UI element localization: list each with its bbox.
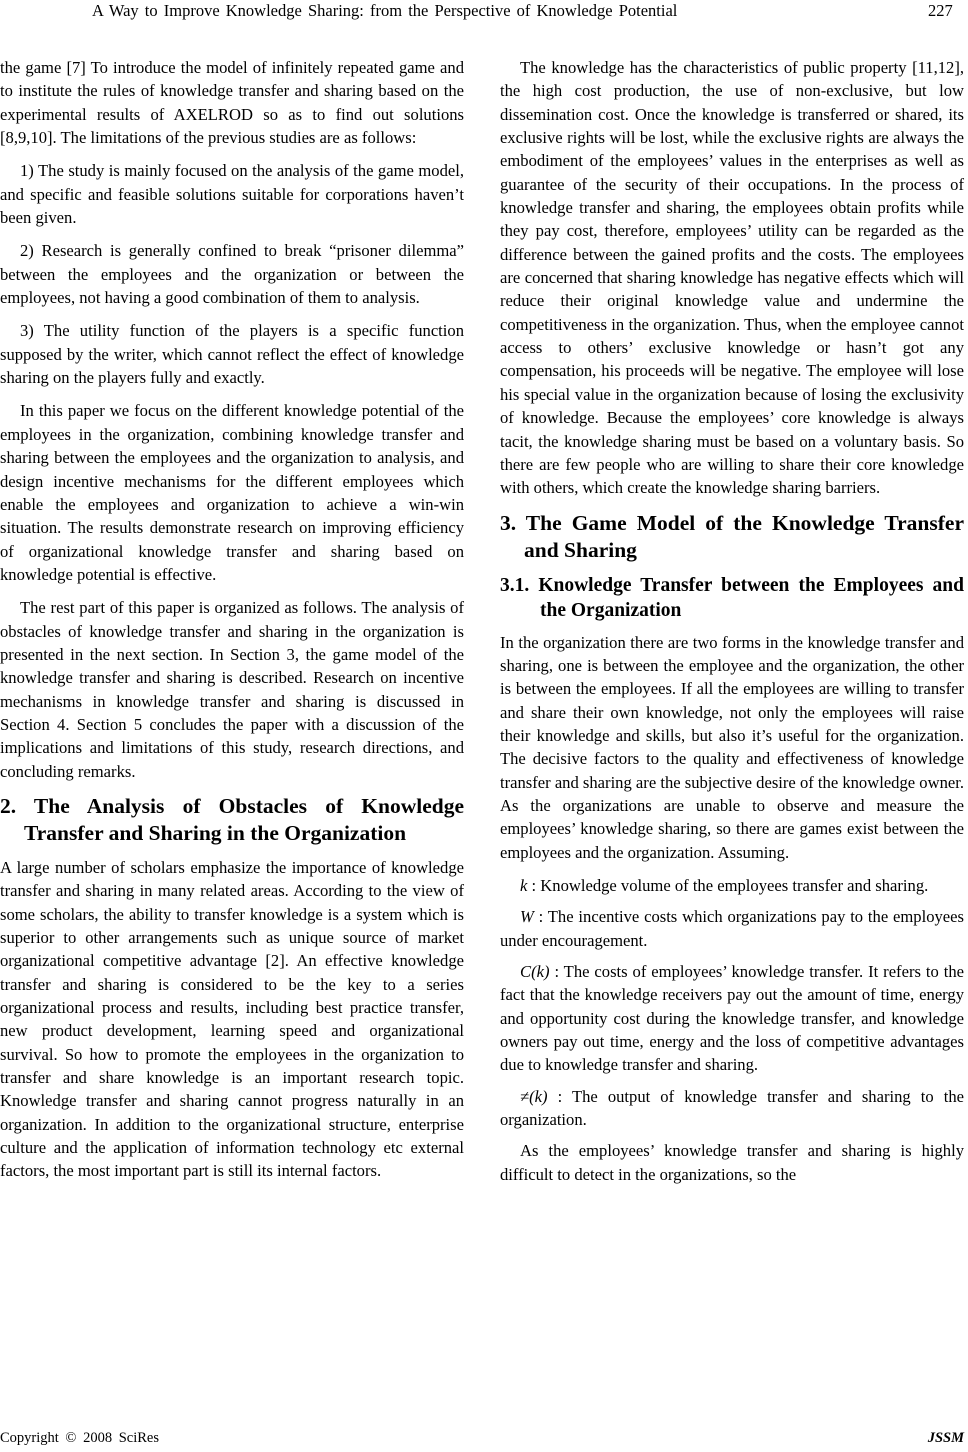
definition-text: : The incentive costs which organizations pay to the employees under encouragement. bbox=[500, 907, 964, 950]
definition-text: : The output of knowledge transfer and sharing to the organization. bbox=[500, 1086, 964, 1130]
definition-text: : Knowledge volume of the employees transfer and sharing. bbox=[527, 875, 929, 895]
paragraph: The rest part of this paper is organized as follows. The analysis of obstacles of knowledge transfer and sharing in the organization is presented in the next section. In Section 3, the game model of the knowledge transfer and sharing is described. Research on incentive mechanisms in knowledge transfer and sharing is discussed in Section 4. Section 5 concludes the paper with a discussion of the implications and limitations of this study, research directions, and concluding remarks. bbox=[0, 598, 464, 781]
symbol: ≠(k) bbox=[520, 1086, 548, 1106]
paragraph: A large number of scholars emphasize the importance of knowledge transfer and sharing in many related areas. According to the view of some scholars, the ability to transfer knowledge is a system which is superior to other arrangements such as unique source of market organizational competitive advantage [2]. An effective knowledge transfer and sharing is considered to be the key to a series organizational process and results, including best practice transfer, new product development, learning speed and organizational survival. So how to promote the employees in the organization to transfer and share knowledge is an important research topic. Knowledge transfer and sharing cannot progress naturally in an organization. In addition to the organizational structure, enterprise culture and the application of information technology etc external factors, the most important part is still its internal factors. bbox=[0, 857, 464, 1181]
paragraph: 2) Research is generally confined to break “prisoner dilemma” between the employees and the organization or between the employees, not having a good combination of them to analysis. bbox=[0, 241, 464, 308]
right-column bbox=[500, 56, 964, 1196]
paragraph: In this paper we focus on the different knowledge potential of the employees in the organization, combining knowledge transfer and sharing between the employees and the organization to analysis, and design incentive mechanisms for the different employees which enable the employees and organization to achieve a win-win situation. The results demonstrate research on improving efficiency of organizational knowledge transfer and sharing based on knowledge potential is effective. bbox=[0, 401, 464, 584]
paragraph: 1) The study is mainly focused on the analysis of the game model, and specific and feasible solutions suitable for corporations haven’t been given. bbox=[0, 161, 464, 228]
section-heading: 2. The Analysis of Obstacles of Knowledge Transfer and Sharing in the Organization bbox=[0, 793, 464, 845]
left-column bbox=[0, 56, 464, 1193]
definition-w bbox=[500, 905, 964, 952]
journal-abbreviation: JSSM bbox=[927, 1430, 964, 1446]
section-heading: 3. The Game Model of the Knowledge Transfer and Sharing bbox=[500, 510, 964, 562]
paragraph: The knowledge has the characteristics of public property [11,12], the high cost production, the use of non-exclusive, but low dissemination cost. Once the knowledge is transferred or shared, its exclusive rights will be lost, while the exclusive rights are always the embodiment of the employees’ values in the enterprises as well as guarantee of the security of their occupations. In the process of knowledge transfer and sharing, the employees obtain profits while they pay cost, therefore, employees’ utility can be regarded as the difference between the gained profits and the costs. The employees are concerned that sharing knowledge has negative effects which will reduce their original knowledge value and undermine the competitiveness in the organization. Thus, when the employee cannot access to others’ exclusive knowledge or hasn’t got any compensation, his proceeds will be negative. The employee will lose his special value in the organization because of losing the exclusivity of knowledge. Because the employees’ core knowledge is always tacit, the knowledge sharing must be based on a voluntary basis. So there are few people who are willing to share their core knowledge with others, which create the knowledge sharing barriers. bbox=[500, 58, 964, 498]
paragraph: 3) The utility function of the players is a specific function supposed by the writer, which cannot reflect the effect of knowledge sharing on the players fully and exactly. bbox=[0, 321, 464, 388]
symbol: W bbox=[520, 907, 534, 927]
copyright-notice: Copyright © 2008 SciRes bbox=[0, 1430, 159, 1446]
paragraph: As the employees’ knowledge transfer and sharing is highly difficult to detect in the organizations, so the bbox=[500, 1141, 964, 1184]
page-footer bbox=[0, 1430, 968, 1450]
definition-output bbox=[500, 1085, 964, 1132]
page-number: 227 bbox=[928, 1, 953, 20]
paragraph: the game [7] To introduce the model of infinitely repeated game and to institute the rules of knowledge transfer and sharing based on the experimental results of AXELROD so as to find out solutions [8,9,10]. The limitations of the previous studies are as follows: bbox=[0, 58, 464, 148]
definition-k bbox=[500, 874, 964, 897]
symbol: k bbox=[520, 875, 528, 895]
running-title: A Way to Improve Knowledge Sharing: from the Perspective of Knowledge Potential bbox=[92, 1, 678, 20]
subsection-heading: 3.1. Knowledge Transfer between the Employees and the Organization bbox=[500, 574, 964, 621]
definition-ck bbox=[500, 960, 964, 1077]
symbol: C(k) bbox=[520, 962, 550, 981]
running-header bbox=[0, 0, 968, 26]
paragraph: In the organization there are two forms in the knowledge transfer and sharing, one is between the employee and the organization, the other is between the employees. If all the employees are willing to transfer and share their own knowledge, not only the employees will raise their knowledge and skills, but also it’s useful for the organization. The decisive factors to the quality and effectiveness of knowledge transfer and sharing are the subjective desire of the knowledge owner. As the organizations are unable to observe and measure the employees’ knowledge sharing, so there are games exist between the employees and the organization. Assuming. bbox=[500, 632, 964, 862]
definition-text: : The costs of employees’ knowledge transfer. It refers to the fact that the knowledge receivers pay out the amount of time, energy and opportunity cost during the knowledge transfer, and knowledge owners pay out time, energy and the loss of competitive advantages due to knowledge transfer and sharing. bbox=[500, 962, 964, 1075]
